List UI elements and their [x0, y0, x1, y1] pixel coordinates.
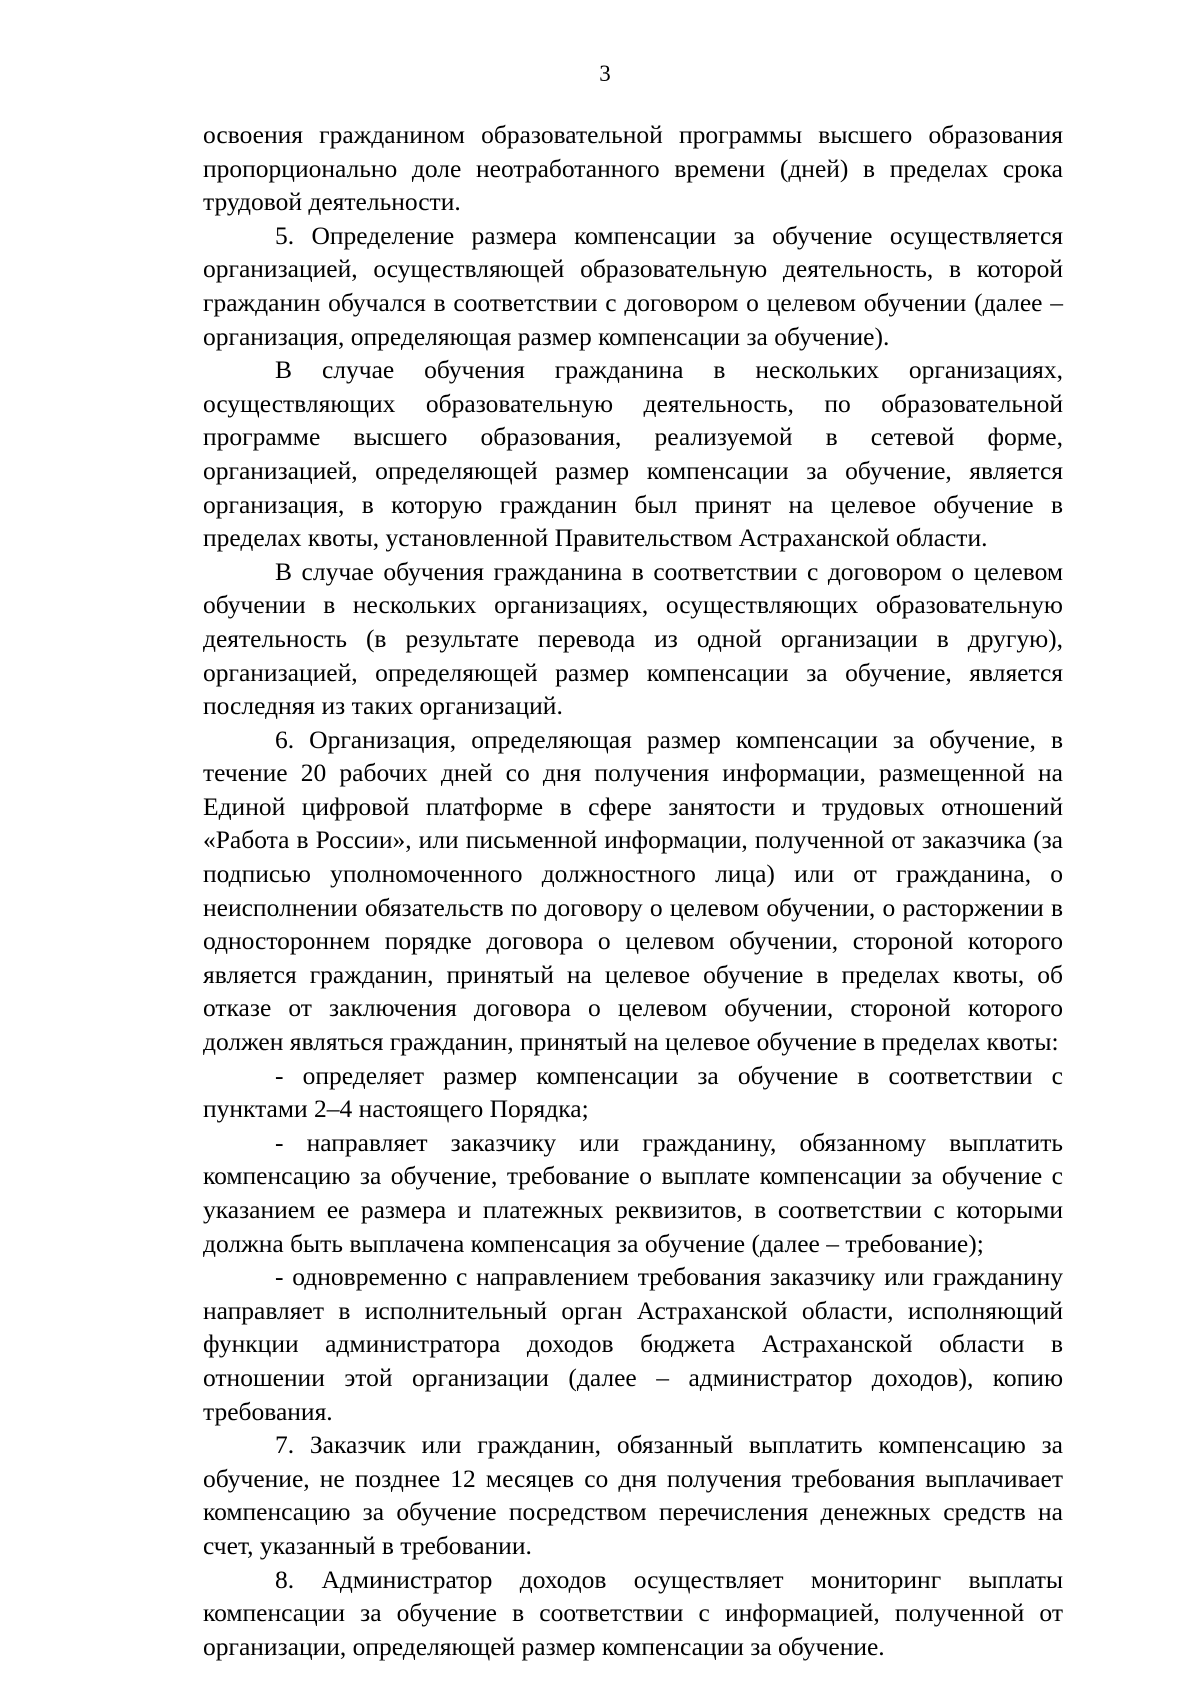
list-item-sends-copy: - одновременно с направлением требования заказчику или гражданину направляет в исполнительный орган Астраханской области, исполняющий функции администратора доходов бюджета Астраханской области в отношении этой организации (далее – администратор доходов), копию требования.	[203, 1262, 1063, 1426]
paragraph-item-8: 8. Администратор доходов осуществляет мониторинг выплаты компенсации за обучение в соответствии с информацией, полученной от организации, определяющей размер компенсации за обучение.	[203, 1564, 1063, 1661]
paragraph-transfer: В случае обучения гражданина в соответствии с договором о целевом обучении в нескольких организациях, осуществляющих образовательную деятельность (в результате перевода из одной организации в другую), организацией, определяющей размер компенсации за обучение, является последняя из таких организаций.	[203, 556, 1063, 721]
list-item-determines: - определяет размер компенсации за обучение в соответствии с пунктами 2–4 настоящего Порядка;	[203, 1060, 1063, 1124]
paragraph-item-6: 6. Организация, определяющая размер компенсации за обучение, в течение 20 рабочих дней со дня получения информации, размещенной на Единой цифровой платформе в сфере занятости и трудовых отношений «Работа в России», или письменной информации, полученной от заказчика (за подписью уполномоченного должностного лица) или от гражданина, о неисполнении обязательств по договору о целевом обучении, о расторжении в одностороннем порядке договора о целевом обучении, стороной которого является гражданин, принятый на целевое обучение в пределах квоты, об отказе от заключения договора о целевом обучении, стороной которого должен являться гражданин, принятый на целевое обучение в пределах квоты:	[203, 724, 1063, 1057]
document-body	[203, 118, 1063, 1663]
paragraph-item-7: 7. Заказчик или гражданин, обязанный выплатить компенсацию за обучение, не позднее 12 месяцев со дня получения требования выплачивает компенсацию за обучение посредством перечисления денежных средств на счет, указанный в требовании.	[203, 1430, 1063, 1560]
paragraph-network-form: В случае обучения гражданина в нескольких организациях, осуществляющих образовательную деятельность, по образовательной программе высшего образования, реализуемой в сетевой форме, организацией, определяющей размер компенсации за обучение, является организация, в которую гражданин был принят на целевое обучение в пределах квоты, установленной Правительством Астраханской области.	[203, 355, 1063, 553]
page-number: 3	[599, 61, 611, 86]
paragraph-item-5: 5. Определение размера компенсации за обучение осуществляется организацией, осуществляющей образовательную деятельность, в которой гражданин обучался в соответствии с договором о целевом обучении (далее – организация, определяющая размер компенсации за обучение).	[203, 220, 1063, 351]
paragraph-continuation: освоения гражданином образовательной программы высшего образования пропорционально доле неотработанного времени (дней) в пределах срока трудовой деятельности.	[203, 120, 1063, 217]
list-item-sends-demand: - направляет заказчику или гражданину, обязанному выплатить компенсацию за обучение, требование о выплате компенсации за обучение с указанием ее размера и платежных реквизитов, в соответствии с которыми должна быть выплачена компенсация за обучение (далее – требование);	[203, 1127, 1063, 1258]
